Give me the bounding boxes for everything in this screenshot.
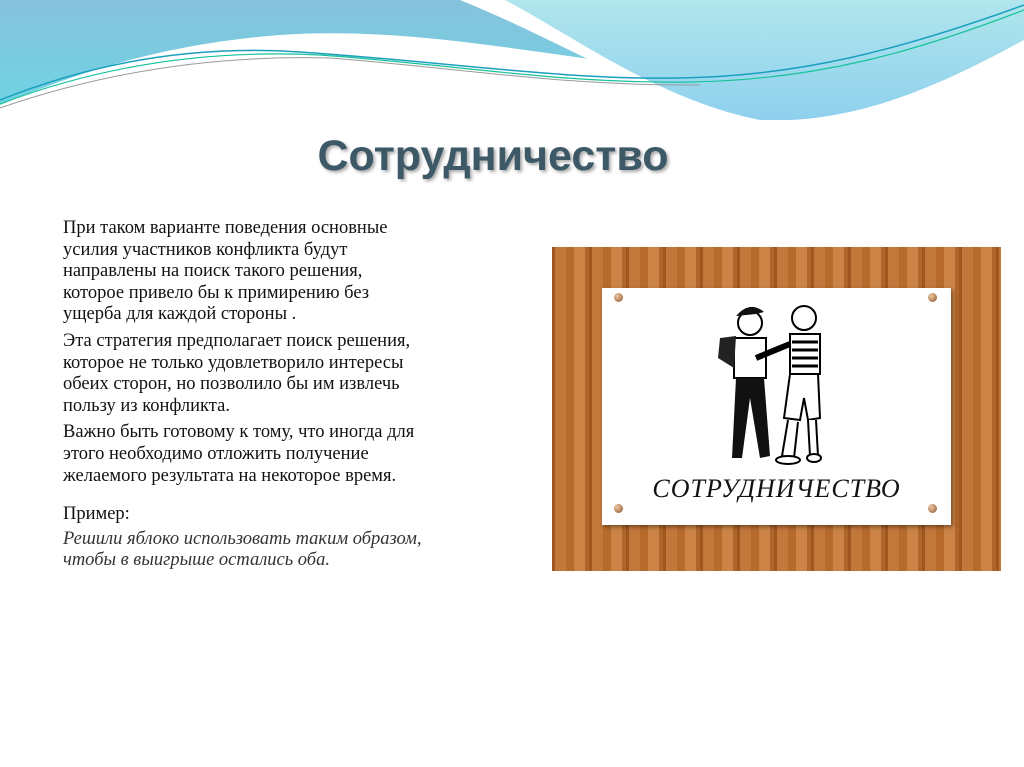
text-line: Эта стратегия предполагает поиск решения, (63, 330, 411, 351)
two-boys-drawing (712, 298, 842, 473)
text-line: При таком варианте поведения основные (63, 218, 388, 238)
sign-card (602, 288, 951, 525)
text-line: которое не только удовлетворило интересы (63, 352, 404, 373)
header-wave-decoration (0, 0, 1024, 120)
text-line: ущерба для каждой стороны . (63, 304, 297, 325)
text-line: которое привело бы к примирению без (63, 282, 370, 303)
example-label: Пример: (63, 504, 130, 525)
text-line: Важно быть готовому к тому, что иногда для (63, 422, 415, 443)
nail-icon (614, 504, 623, 513)
nail-icon (614, 293, 623, 302)
nail-icon (928, 293, 937, 302)
paragraph (63, 331, 543, 417)
paragraph (63, 422, 543, 487)
slide-body-text (63, 218, 543, 572)
text-line: направлены на поиск такого решения, (63, 261, 363, 282)
text-line: усилия участников конфликта будут (63, 239, 348, 260)
cooperation-illustration (552, 247, 1001, 571)
text-line: желаемого результата на некоторое время. (63, 465, 397, 486)
slide-title: Сотрудничество (317, 132, 669, 180)
nail-icon (928, 504, 937, 513)
paragraph (63, 218, 543, 326)
sign-text: СОТРУДНИЧЕСТВО (652, 474, 901, 503)
example-text-line: чтобы в выигрыше остались оба. (63, 550, 330, 571)
text-line: этого необходимо отложить получение (63, 443, 369, 464)
example-text-line: Решили яблоко использовать таким образом, (63, 528, 422, 549)
text-line: обеих сторон, но позволило бы им извлечь (63, 374, 400, 395)
text-line: пользу из конфликта. (63, 395, 230, 416)
